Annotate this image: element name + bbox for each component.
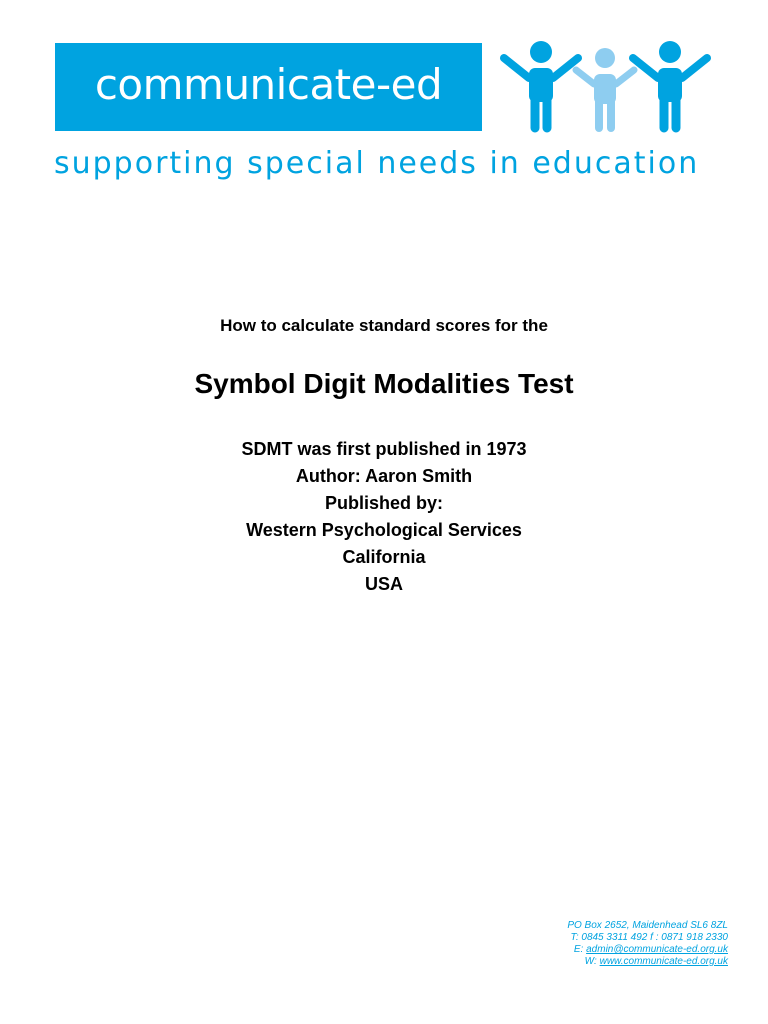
detail-published-year: SDMT was first published in 1973 <box>241 439 527 459</box>
contact-phone: T: 0845 3311 492 f : 0871 918 2330 <box>570 932 728 943</box>
contact-email-label: E: <box>573 944 584 955</box>
child-figure-right-icon <box>633 41 707 128</box>
contact-web-label: W: <box>584 956 597 967</box>
three-children-figures-icon <box>494 36 716 136</box>
detail-country: USA <box>364 574 403 594</box>
contact-block <box>567 920 728 968</box>
publication-details <box>0 436 768 598</box>
tagline: supporting special needs in education <box>54 146 700 181</box>
logo-text: communicate-ed <box>94 59 443 109</box>
detail-author: Author: Aaron Smith <box>295 466 473 486</box>
child-figure-middle-icon <box>576 48 634 128</box>
contact-web-line <box>567 956 728 968</box>
contact-email-link[interactable]: admin@communicate-ed.org.uk <box>586 944 728 955</box>
detail-state: California <box>342 547 426 567</box>
child-figure-left-icon <box>504 41 578 128</box>
contact-web-link[interactable]: www.communicate-ed.org.uk <box>599 956 728 967</box>
contact-address: PO Box 2652, Maidenhead SL6 8ZL <box>567 920 728 931</box>
contact-email-line <box>567 944 728 956</box>
intro-heading: How to calculate standard scores for the <box>220 316 548 335</box>
detail-published-by: Published by: <box>324 493 443 513</box>
document-title: Symbol Digit Modalities Test <box>194 368 574 399</box>
logo-banner <box>55 43 482 131</box>
detail-publisher: Western Psychological Services <box>246 520 522 540</box>
